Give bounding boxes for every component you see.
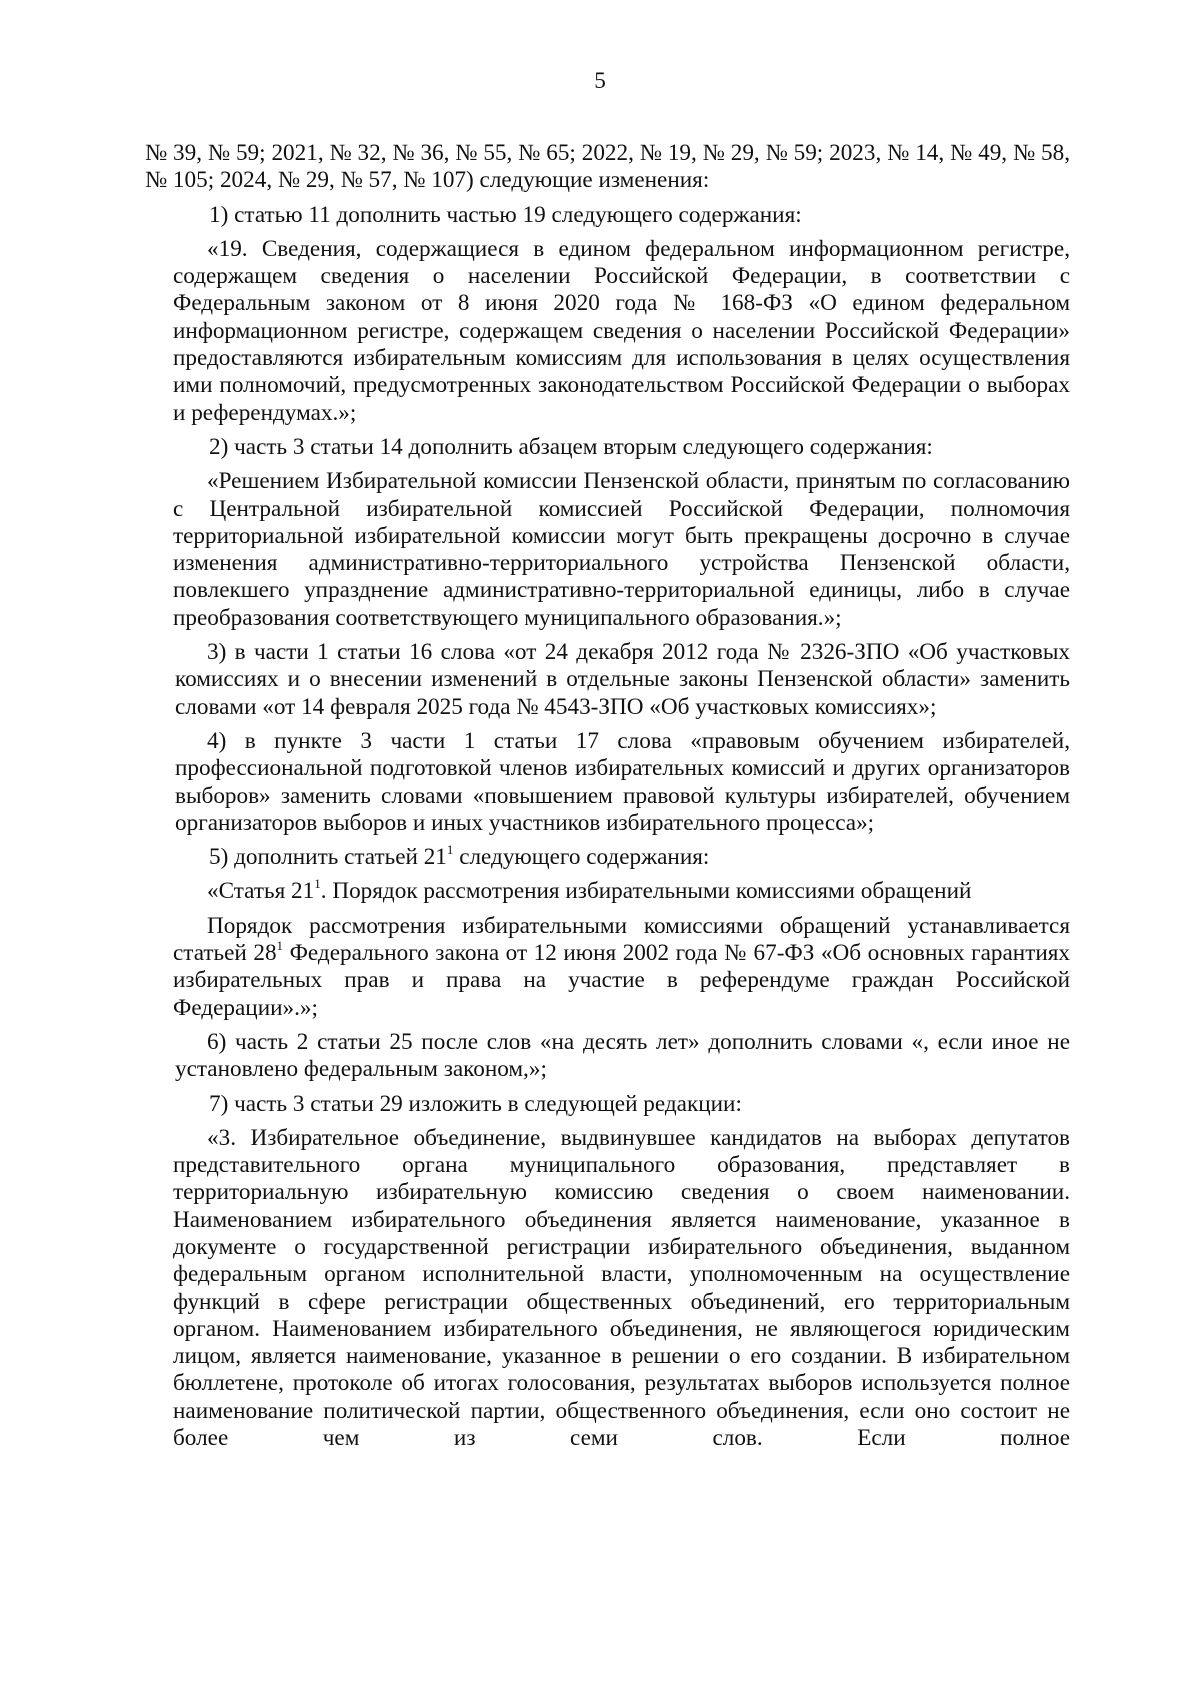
page-number: 5 [594,68,606,94]
article-21-1-heading [145,878,1070,905]
article-body-text-end: Федерального закона от 12 июня 2002 года № 67-ФЗ «Об основных гарантиях избирательных прав и права на участие в референдуме граждан Российской Федерации».»; [173,940,1070,1021]
article-heading-text: «Статья 21 [207,878,315,905]
article-heading-text-end: . Порядок рассмотрения избирательными комиссиями обращений [320,878,972,905]
paragraph-article-21-1-body [145,913,1070,1022]
paragraph-quote-article-29: «3. Избирательное объединение, выдвинувшее кандидатов на выборах депутатов представительного органа муниципального образования, представляет в территориальную избирательную комиссию сведения о своем наименовании. Наименованием избирательного объединения является наименование, указанное в документе о государственной регистрации избирательного объединения, выданном федеральным органом исполнительной власти, уполномоченным на осуществление функций в сфере регистрации общественных объединений, его территориальным органом. Наименованием избирательного объединения, не являющегося юридическим лицом, является наименование, указанное в решении о его создании. В избирательном бюллетене, протоколе об итогах голосования, результатах выборов используется полное наименование политической партии, общественного объединения, если оно состоит не более чем из семи слов. Если полное [173,1124,1070,1452]
paragraph-item-1: 1) статью 11 дополнить частью 19 следующего содержания: [209,201,802,228]
document-body [145,140,1070,1452]
paragraph-item-5-text: 5) дополнить статьей 21 [209,844,447,871]
paragraph-quote-article-11: «19. Сведения, содержащиеся в едином федеральном информационном регистре, содержащем сведения о населении Российской Федерации, в соответствии с Федеральным законом от 8 июня 2020 года № 168-ФЗ «О едином федеральном информационном регистре, содержащем сведения о населении Российской Федерации» предоставляются избирательным комиссиям для использования в целях осуществления ими полномочий, предусмотренных законодательством Российской Федерации о выборах и референдумах.»; [173,235,1070,426]
superscript-marker: 1 [446,842,454,858]
paragraph-item-6: 6) часть 2 статьи 25 после слов «на десять лет» дополнить словами «, если иное не установлено федеральным законом,»; [175,1028,1070,1083]
paragraph-item-2: 2) часть 3 статьи 14 дополнить абзацем вторым следующего содержания: [209,433,933,460]
paragraph-intro: № 39, № 59; 2021, № 32, № 36, № 55, № 65; 2022, № 19, № 29, № 59; 2023, № 14, № 49, № 58, № 105; 2024, № 29, № 57, № 107) следующие изменения: [145,140,1070,194]
paragraph-item-5 [145,844,1070,871]
paragraph-item-3: 3) в части 1 статьи 16 слова «от 24 декабря 2012 года № 2326-ЗПО «Об участковых комиссиях и о внесении изменений в отдельные законы Пензенской области» заменить словами «от 14 февраля 2025 года № 4543-ЗПО «Об участковых комиссиях»; [175,639,1070,720]
paragraph-item-4: 4) в пункте 3 части 1 статьи 17 слова «правовым обучением избирателей, профессиональной подготовкой членов избирательных комиссий и других организаторов выборов» заменить словами «повышением правовой культуры избирателей, обучением организаторов выборов и иных участников избирательного процесса»; [175,727,1070,836]
article-body-text: Порядок рассмотрения избирательными комиссиями обращений устанавливается статьей 28 [173,912,1070,967]
superscript-marker: 1 [314,876,321,892]
paragraph-item-5-text-end: следующего содержания: [453,844,710,871]
superscript-marker: 1 [276,938,284,954]
paragraph-quote-article-14: «Решением Избирательной комиссии Пензенской области, принятым по согласованию с Центральной избирательной комиссией Российской Федерации, полномочия территориальной избирательной комиссии могут быть прекращены досрочно в случае изменения административно-территориального устройства Пензенской области, повлекшего упразднение административно-территориальной единицы, либо в случае преобразования соответствующего муниципального образования.»; [173,468,1070,631]
paragraph-item-7: 7) часть 3 статьи 29 изложить в следующей редакции: [209,1090,742,1117]
